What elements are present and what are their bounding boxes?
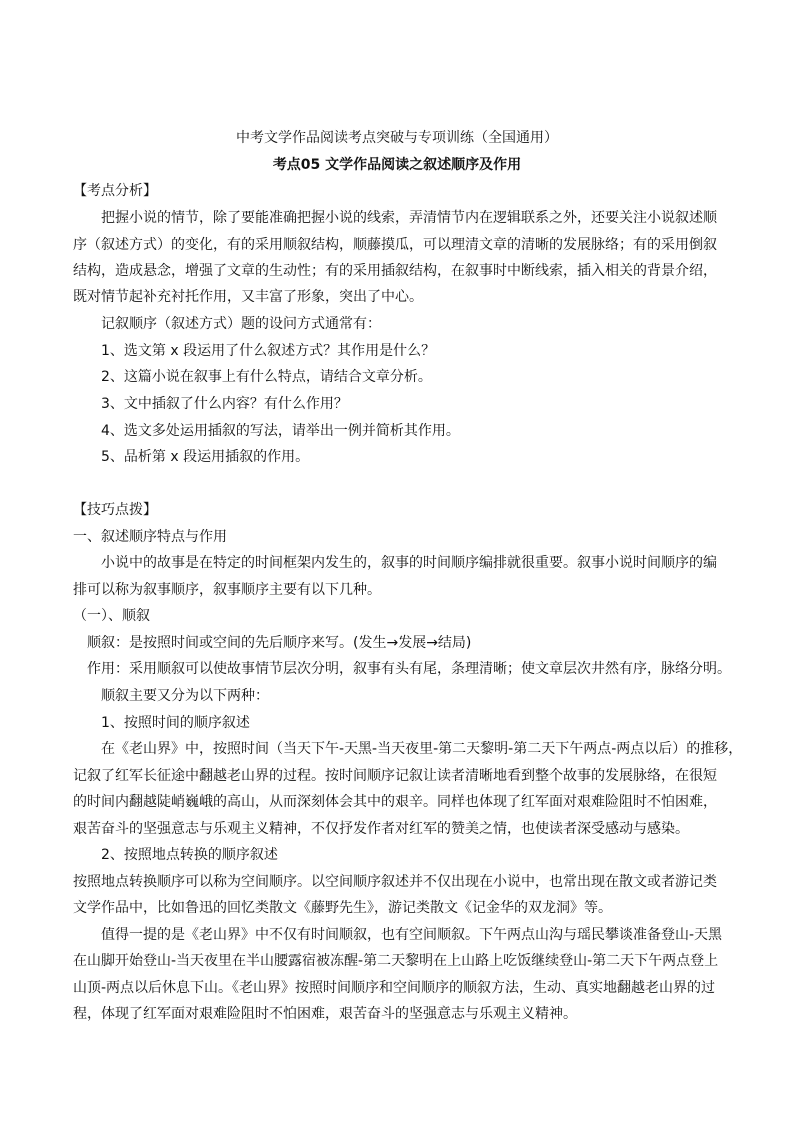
paragraph-line: 记叙了红军长征途中翻越老山界的过程。按时间顺序记叙让读者清晰地看到整个故事的发展脉络，在很短 <box>73 768 717 784</box>
document-title: 中考文学作品阅读考点突破与专项训练（全国通用） <box>236 130 558 146</box>
paragraph-line: 的时间内翻越陡峭巍峨的高山，从而深刻体会其中的艰辛。同样也体现了红军面对艰难险阻时不怕困难， <box>73 794 717 810</box>
question-item: 5、品析第 x 段运用插叙的作用。 <box>101 449 310 465</box>
section-heading-tips: 【技巧点拨】 <box>73 502 157 518</box>
paragraph-line: 文学作品中，比如鲁迅的回忆类散文《藤野先生》，游记类散文《记金华的双龙洞》等。 <box>73 900 612 916</box>
effect-line: 作用：采用顺叙可以使故事情节层次分明，叙事有头有尾，条理清晰；使文章层次井然有序，脉络分明。 <box>87 661 731 677</box>
question-item: 2、这篇小说在叙事上有什么特点，请结合文章分析。 <box>101 369 432 385</box>
question-item: 4、选文多处运用插叙的写法，请举出一例并简析其作用。 <box>101 423 460 439</box>
paragraph-line: 按照地点转换顺序可以称为空间顺序。以空间顺序叙述并不仅出现在小说中，也常出现在散文或者游记类 <box>73 874 717 890</box>
paragraph-line: 序（叙述方式）的变化，有的采用顺叙结构，顺藤摸瓜，可以理清文章的清晰的发展脉络；有的采用倒叙 <box>73 237 717 253</box>
paragraph-line: 结构，造成悬念，增强了文章的生动性；有的采用插叙结构，在叙事时中断线索，插入相关的背景介绍， <box>73 263 717 279</box>
paragraph-line: 艰苦奋斗的坚强意志与乐观主义精神，不仅抒发作者对红军的赞美之情，也使读者深受感动与感染。 <box>73 821 689 837</box>
paragraph-line: 在《老山界》中，按照时间（当天下午-天黑-当天夜里-第二天黎明-第二天下午两点-两点以后）的推移， <box>101 741 743 757</box>
heading-level-3: 2、按照地点转换的顺序叙述 <box>101 847 278 863</box>
paragraph-line: 排可以称为叙事顺序，叙事顺序主要有以下几种。 <box>73 582 381 598</box>
paragraph-line: 既对情节起补充衬托作用，又丰富了形象，突出了中心。 <box>73 289 423 305</box>
paragraph-line: 山顶-两点以后休息下山。《老山界》按照时间顺序和空间顺序的顺叙方法，生动、真实地翻越老山界的过 <box>73 980 716 996</box>
heading-level-3: 1、按照时间的顺序叙述 <box>101 715 250 731</box>
document-subtitle: 考点05 文学作品阅读之叙述顺序及作用 <box>272 157 522 173</box>
paragraph-line: 顺叙主要又分为以下两种： <box>101 688 269 704</box>
definition-line: 顺叙：是按照时间或空间的先后顺序来写。(发生→发展→结局) <box>87 635 472 651</box>
heading-level-2: （一）、顺叙 <box>73 608 150 624</box>
paragraph-line: 记叙顺序（叙述方式）题的设问方式通常有： <box>101 316 381 332</box>
heading-level-1: 一、叙述顺序特点与作用 <box>73 529 227 545</box>
question-item: 3、文中插叙了什么内容？有什么作用？ <box>101 396 348 412</box>
paragraph-line: 小说中的故事是在特定的时间框架内发生的，叙事的时间顺序编排就很重要。叙事小说时间顺序的编 <box>101 555 717 571</box>
paragraph-line: 在山脚开始登山-当天夜里在半山腰露宿被冻醒-第二天黎明在上山路上吃饭继续登山-第二天下午两点登上 <box>73 953 719 969</box>
question-item: 1、选文第 x 段运用了什么叙述方式？其作用是什么？ <box>101 343 436 359</box>
paragraph-line: 把握小说的情节，除了要能准确把握小说的线索，弄清情节内在逻辑联系之外，还要关注小说叙述顺 <box>101 210 717 226</box>
paragraph-line: 程，体现了红军面对艰难险阻时不怕困难，艰苦奋斗的坚强意志与乐观主义精神。 <box>73 1006 577 1022</box>
section-heading-analysis: 【考点分析】 <box>73 183 157 199</box>
paragraph-line: 值得一提的是《老山界》中不仅有时间顺叙，也有空间顺叙。下午两点山沟与瑶民攀谈准备登山-天黑 <box>101 927 723 943</box>
